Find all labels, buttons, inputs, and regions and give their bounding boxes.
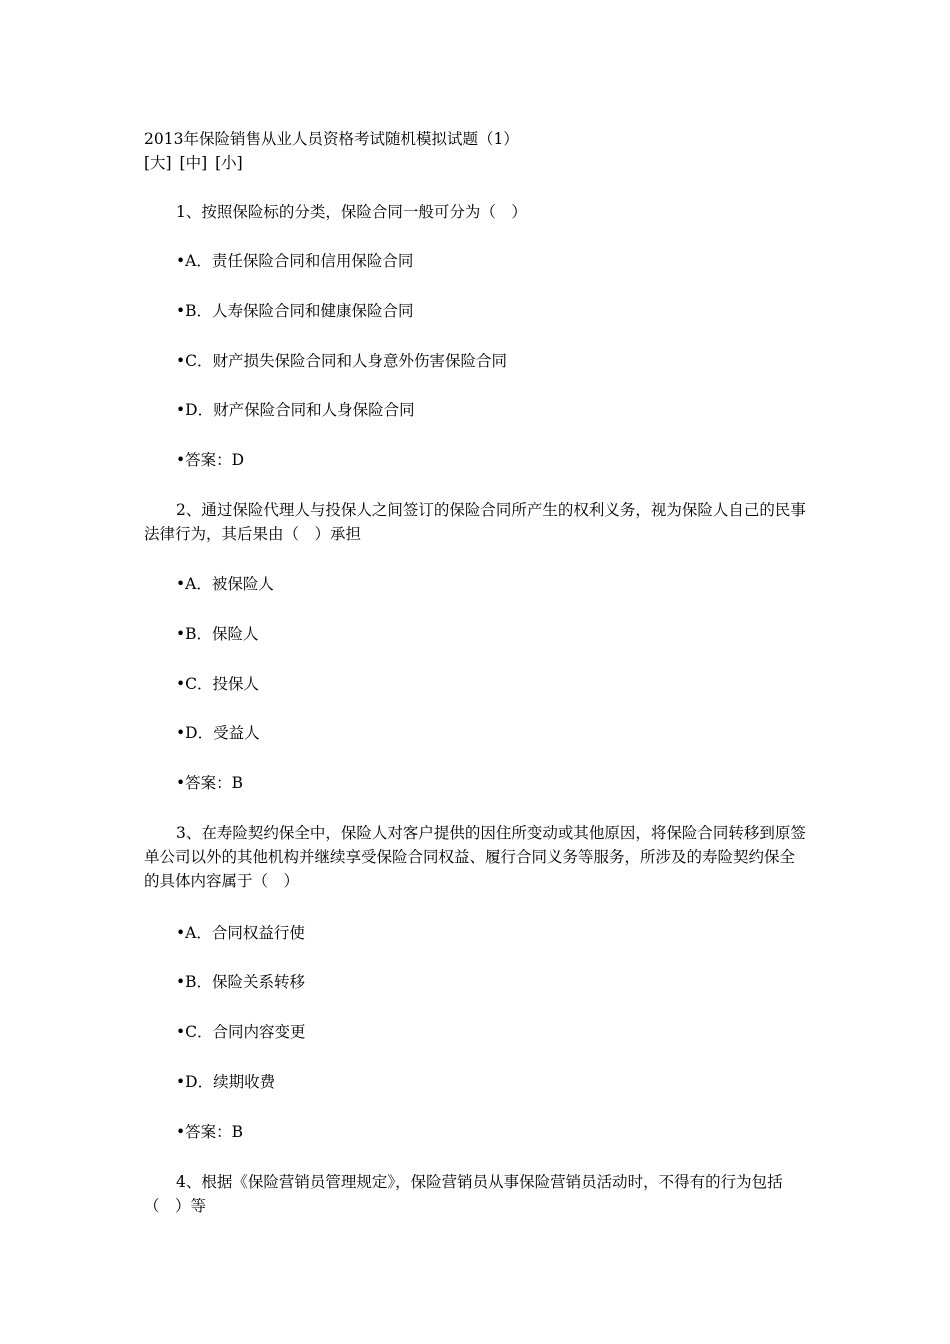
- question-1-option-b: •B．人寿保险合同和健康保险合同: [176, 302, 414, 320]
- question-2-option-a: •A．被保险人: [176, 575, 274, 593]
- question-3-option-a: •A．合同权益行使: [176, 924, 305, 942]
- question-3: 3、在寿险契约保全中，保险人对客户提供的因住所变动或其他原因，将保险合同转移到原签单公司以外的其他机构并继续享受保险合同权益、履行合同义务等服务，所涉及的寿险契约保全的具体内容属于（ ）: [144, 824, 806, 890]
- document-page: [144, 0, 814, 1344]
- font-size-switcher: [144, 151, 246, 175]
- question-3-option-b: •B．保险关系转移: [176, 973, 306, 991]
- page-title: 2013年保险销售从业人员资格考试随机模拟试题（1）: [144, 130, 519, 148]
- question-2: 2、通过保险代理人与投保人之间签订的保险合同所产生的权利义务，视为保险人自己的民事法律行为，其后果由（ ）承担: [144, 501, 806, 543]
- font-size-large-link[interactable]: [大]: [144, 154, 172, 172]
- question-1-option-c: •C．财产损失保险合同和人身意外伤害保险合同: [176, 352, 508, 370]
- question-1-answer: •答案：D: [176, 451, 245, 469]
- question-1-option-a: •A．责任保险合同和信用保险合同: [176, 252, 414, 270]
- question-2-option-c: •C．投保人: [176, 675, 260, 693]
- question-3-option-d: •D．续期收费: [176, 1073, 276, 1091]
- font-size-medium-link[interactable]: [中]: [179, 154, 208, 172]
- question-1-option-d: •D．财产保险合同和人身保险合同: [176, 401, 415, 419]
- question-4: 4、根据《保险营销员管理规定》，保险营销员从事保险营销员活动时，不得有的行为包括（ ）等: [144, 1173, 783, 1215]
- question-3-option-c: •C．合同内容变更: [176, 1023, 306, 1041]
- question-2-answer: •答案：B: [176, 774, 244, 792]
- question-2-option-b: •B．保险人: [176, 625, 259, 643]
- font-size-small-link[interactable]: [小]: [215, 154, 243, 172]
- question-1: 1、按照保险标的分类，保险合同一般可分为（ ）: [176, 203, 527, 221]
- question-2-option-d: •D．受益人: [176, 724, 260, 742]
- question-3-answer: •答案：B: [176, 1123, 244, 1141]
